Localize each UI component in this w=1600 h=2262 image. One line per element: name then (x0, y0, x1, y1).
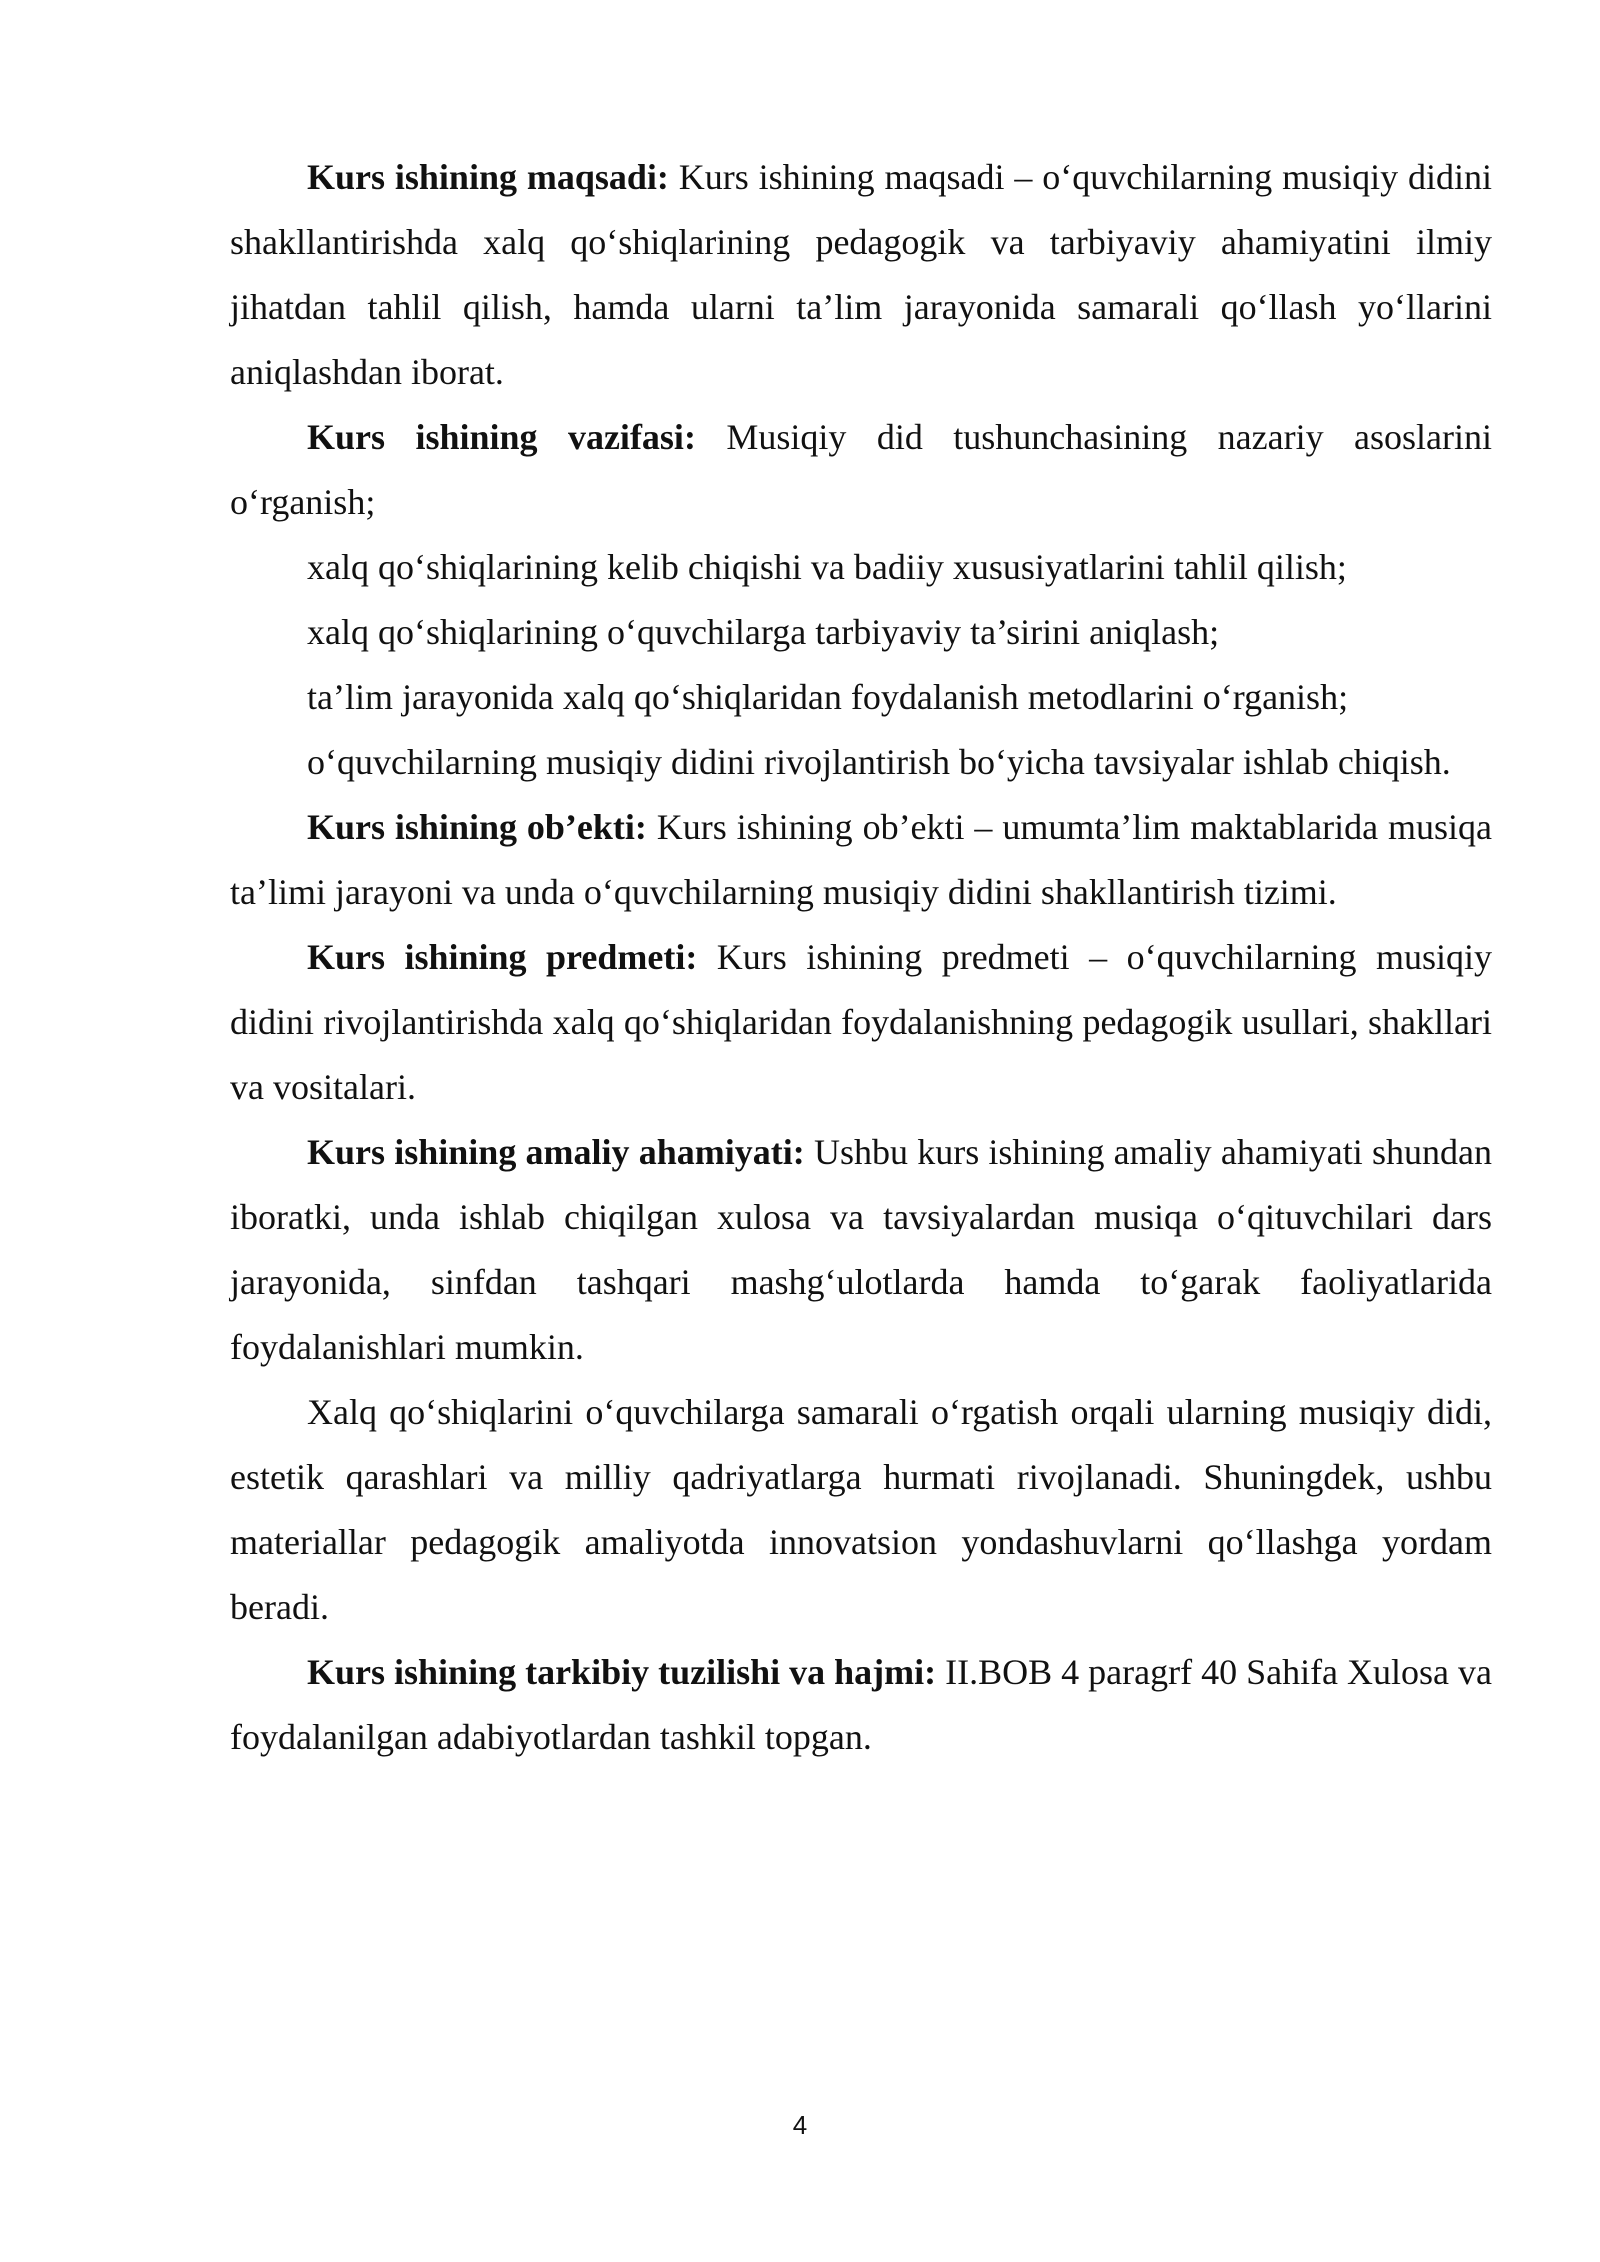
text-goal: Kurs ishining maqsadi – o‘quvchilarning musiqiy didini shakllantirishda xalq qo‘shiqlarining pedagogik va tarbiyaviy ahamiyatini ilmiy jihatdan tahlil qilish, hamda ularni ta’lim jarayonida samarali qo‘llash yo‘llarini aniqlashdan iborat. (230, 157, 1492, 392)
paragraph-goal (230, 145, 1492, 405)
task-item: xalq qo‘shiqlarining o‘quvchilarga tarbiyaviy ta’sirini aniqlash; (307, 612, 1220, 652)
heading-tasks: Kurs ishining vazifasi: (307, 417, 696, 457)
paragraph-subject (230, 925, 1492, 1120)
page-body (230, 145, 1492, 1770)
text-subject: Kurs ishining predmeti – o‘quvchilarning musiqiy didini rivojlantirishda xalq qo‘shiqlaridan foydalanishning pedagogik usullari, shakllari va vositalari. (230, 937, 1492, 1107)
text-tasks: Musiqiy did tushunchasining nazariy asoslarini o‘rganish; (230, 417, 1493, 522)
heading-goal: Kurs ishining maqsadi: (307, 157, 669, 197)
paragraph-summary: Xalq qo‘shiqlarini o‘quvchilarga samarali o‘rgatish orqali ularning musiqiy didi, estetik qarashlari va milliy qadriyatlarga hurmati rivojlanadi. Shuningdek, ushbu materiallar pedagogik amaliyotda innovatsion yondashuvlarni qo‘llashga yordam beradi. (230, 1392, 1492, 1627)
text-structure: II.BOB 4 paragrf 40 Sahifa Xulosa va foydalanilgan adabiyotlardan tashkil topgan. (230, 1652, 1493, 1757)
heading-structure: Kurs ishining tarkibiy tuzilishi va hajmi: (307, 1652, 937, 1692)
paragraph-object (230, 795, 1492, 925)
heading-subject: Kurs ishining predmeti: (307, 937, 698, 977)
text-object: Kurs ishining ob’ekti – umumta’lim maktablarida musiqa ta’limi jarayoni va unda o‘quvchilarning musiqiy didini shakllantirish tizimi. (230, 807, 1492, 912)
paragraph-practical (230, 1120, 1492, 1380)
text-practical: Ushbu kurs ishining amaliy ahamiyati shundan iboratki, unda ishlab chiqilgan xulosa va tavsiyalardan musiqa o‘qituvchilari dars jarayonida, sinfdan tashqari mashg‘ulotlarda hamda to‘garak faoliyatlarida foydalanishlari mumkin. (230, 1132, 1492, 1367)
heading-practical: Kurs ishining amaliy ahamiyati: (307, 1132, 805, 1172)
task-item: o‘quvchilarning musiqiy didini rivojlantirish bo‘yicha tavsiyalar ishlab chiqish. (307, 742, 1451, 782)
heading-object: Kurs ishining ob’ekti: (307, 807, 647, 847)
paragraph-tasks (230, 405, 1492, 535)
task-item: xalq qo‘shiqlarining kelib chiqishi va badiiy xususiyatlarini tahlil qilish; (307, 547, 1347, 587)
task-item: ta’lim jarayonida xalq qo‘shiqlaridan foydalanish metodlarini o‘rganish; (307, 677, 1349, 717)
paragraph-structure (230, 1640, 1492, 1770)
page-number: 4 (792, 2110, 808, 2140)
